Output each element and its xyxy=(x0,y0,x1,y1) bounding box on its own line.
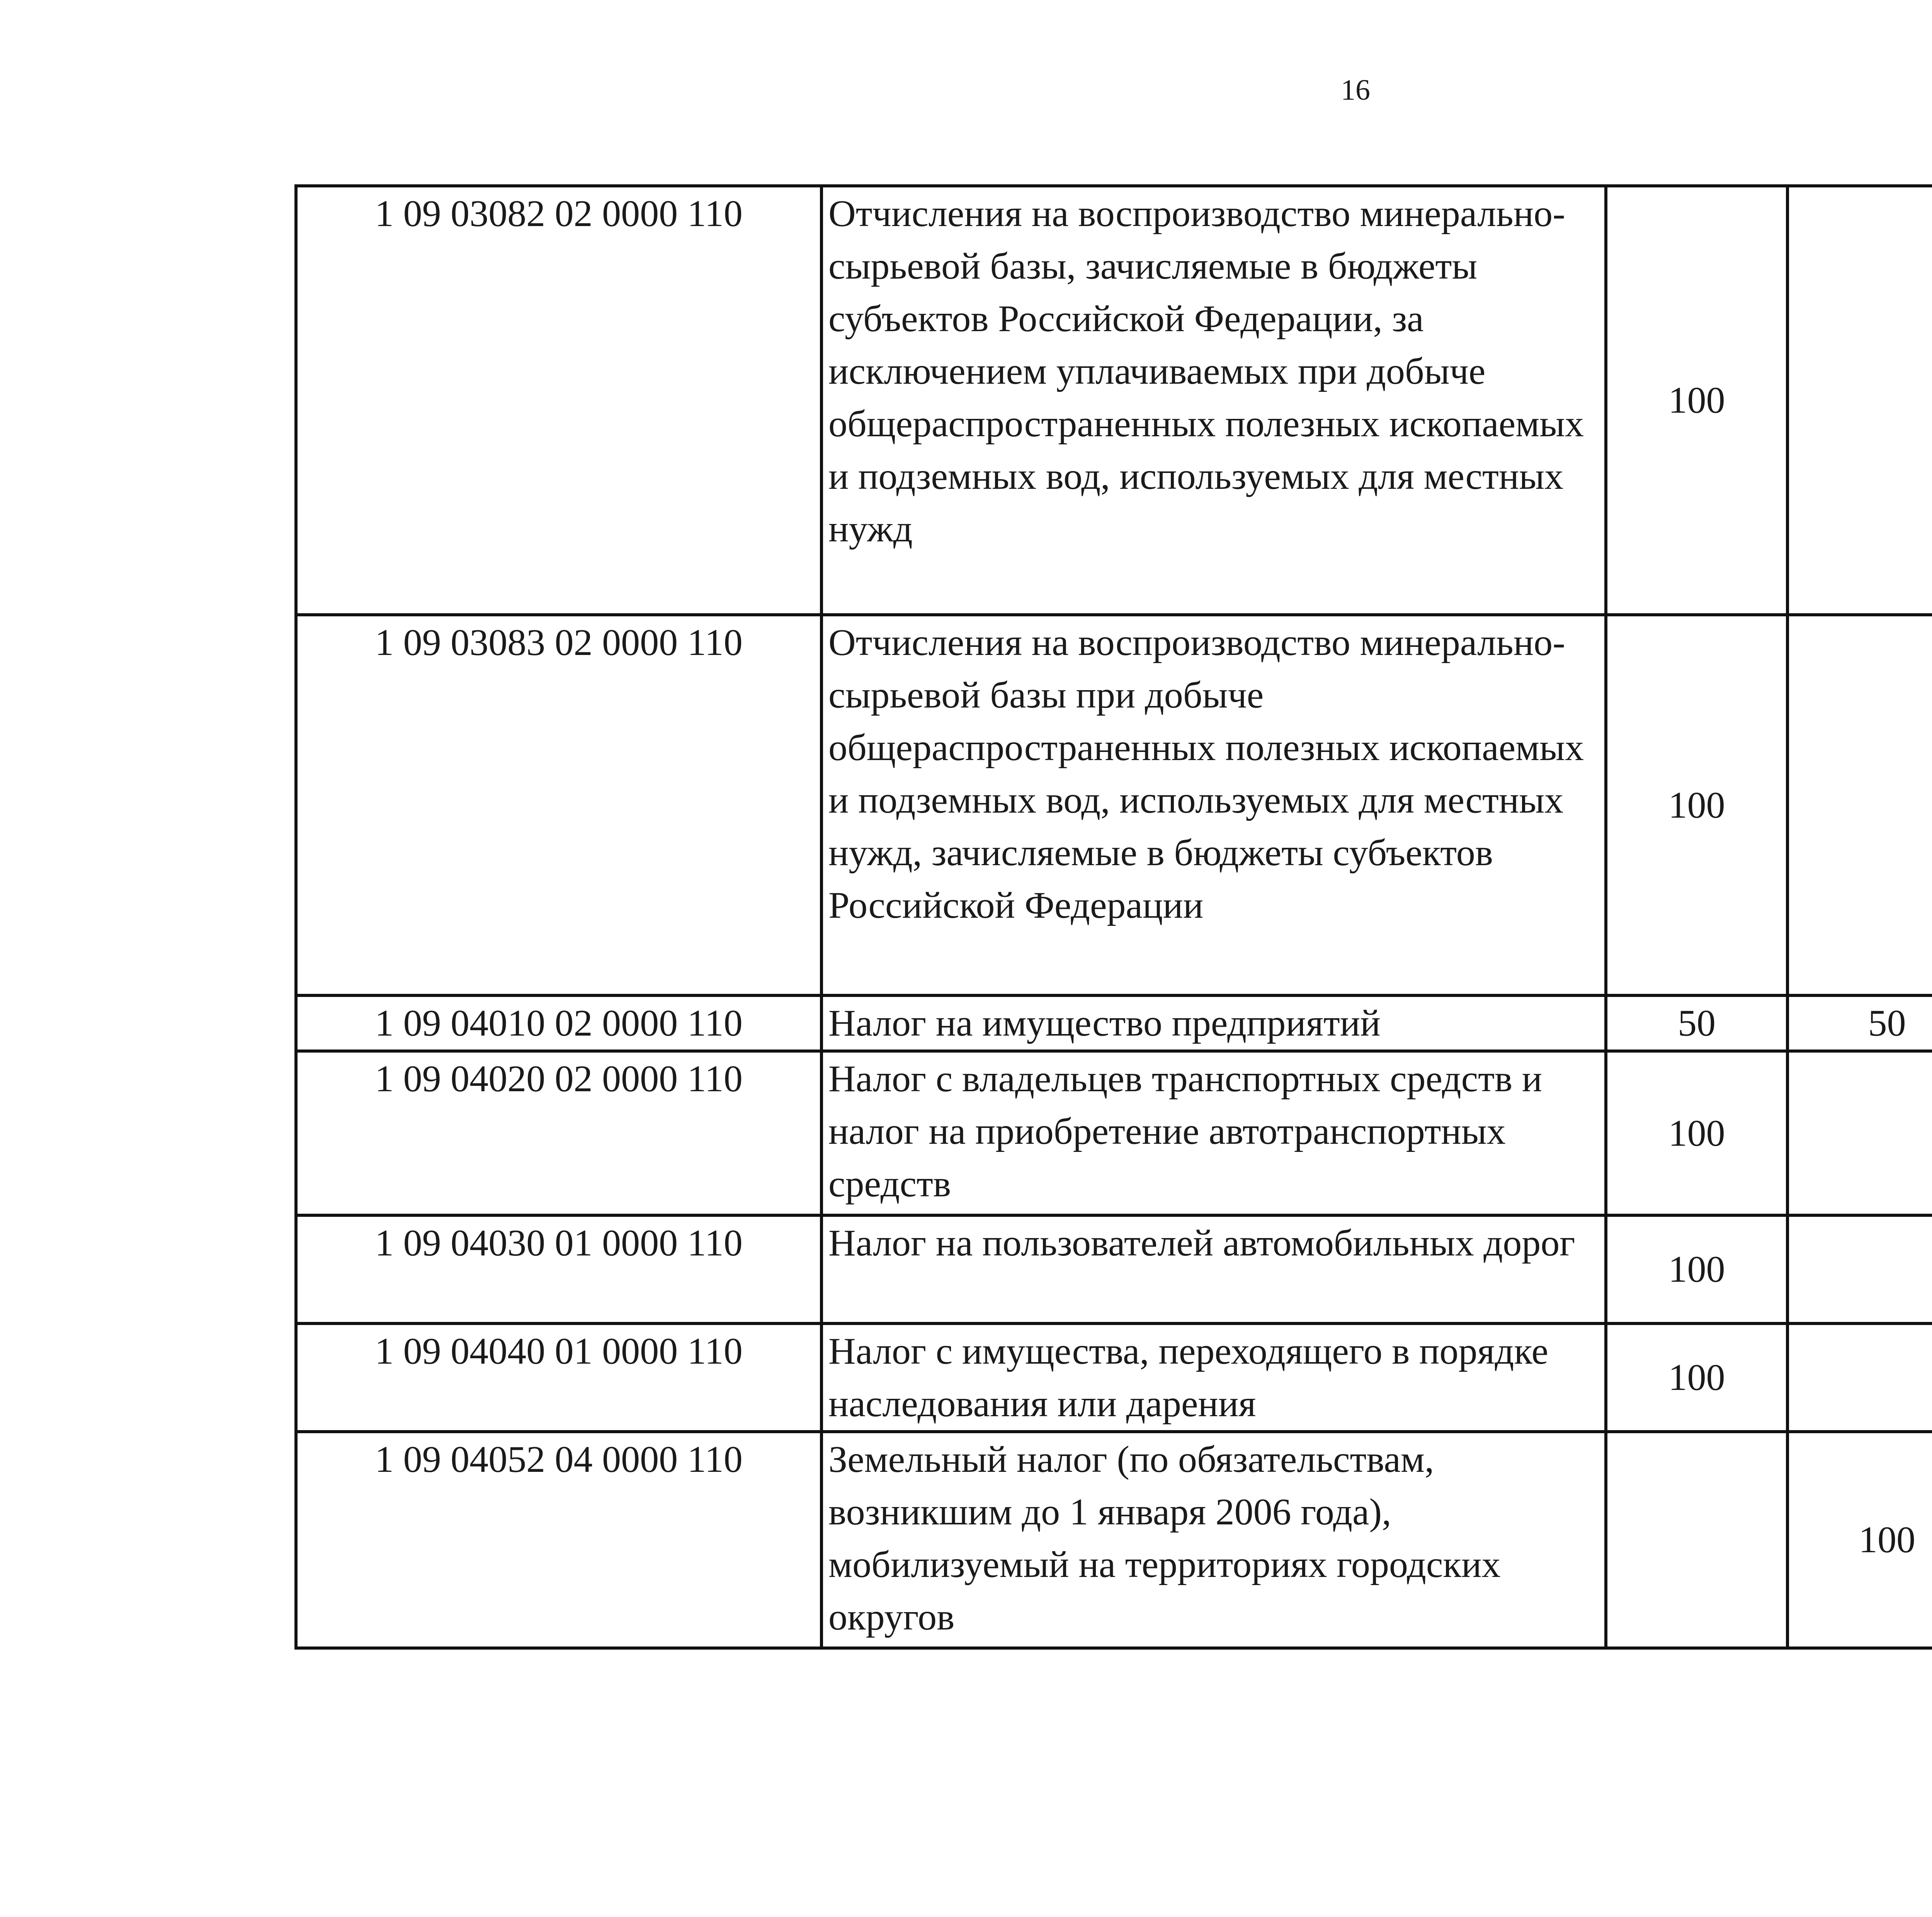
share-value: 100 xyxy=(1787,1432,1932,1648)
table-row xyxy=(296,186,1932,615)
kbk-code: 1 09 04010 02 0000 110 xyxy=(296,995,821,1051)
share-value: 100 xyxy=(1606,615,1787,995)
table-row xyxy=(296,1051,1932,1215)
table-row xyxy=(296,995,1932,1051)
revenue-description: Налог на имущество предприятий xyxy=(821,995,1606,1051)
table-row xyxy=(296,1215,1932,1323)
share-value xyxy=(1787,1215,1932,1323)
share-value xyxy=(1787,1051,1932,1215)
share-value: 100 xyxy=(1606,1215,1787,1323)
share-value: 100 xyxy=(1606,1323,1787,1432)
page-number: 16 xyxy=(1341,74,1370,106)
share-value: 50 xyxy=(1787,995,1932,1051)
kbk-code: 1 09 04040 01 0000 110 xyxy=(296,1323,821,1432)
revenue-description: Земельный налог (по обязательствам, возникшим до 1 января 2006 года), мобилизуемый на территориях городских округов xyxy=(821,1432,1606,1648)
kbk-code: 1 09 04020 02 0000 110 xyxy=(296,1051,821,1215)
kbk-code: 1 09 03083 02 0000 110 xyxy=(296,615,821,995)
budget-revenue-table xyxy=(294,184,1932,1650)
share-value xyxy=(1606,1432,1787,1648)
table-row xyxy=(296,1323,1932,1432)
share-value xyxy=(1787,186,1932,615)
revenue-description: Налог на пользователей автомобильных дорог xyxy=(821,1215,1606,1323)
table-row xyxy=(296,615,1932,995)
revenue-description: Налог с имущества, переходящего в порядке наследования или дарения xyxy=(821,1323,1606,1432)
revenue-description: Налог с владельцев транспортных средств и налог на приобретение автотранспортных средств xyxy=(821,1051,1606,1215)
share-value: 50 xyxy=(1606,995,1787,1051)
kbk-code: 1 09 04052 04 0000 110 xyxy=(296,1432,821,1648)
share-value: 100 xyxy=(1606,1051,1787,1215)
share-value xyxy=(1787,615,1932,995)
revenue-description: Отчисления на воспроизводство минерально-сырьевой базы, зачисляемые в бюджеты субъектов Российской Федерации, за исключением уплачиваемых при добыче общераспространенных полезных ископаемых и подземных вод, используемых для местных нужд xyxy=(821,186,1606,615)
table-row xyxy=(296,1432,1932,1648)
share-value: 100 xyxy=(1606,186,1787,615)
kbk-code: 1 09 04030 01 0000 110 xyxy=(296,1215,821,1323)
revenue-description: Отчисления на воспроизводство минерально-сырьевой базы при добыче общераспространенных полезных ископаемых и подземных вод, используемых для местных нужд, зачисляемые в бюджеты субъектов Российской Федерации xyxy=(821,615,1606,995)
kbk-code: 1 09 03082 02 0000 110 xyxy=(296,186,821,615)
share-value xyxy=(1787,1323,1932,1432)
